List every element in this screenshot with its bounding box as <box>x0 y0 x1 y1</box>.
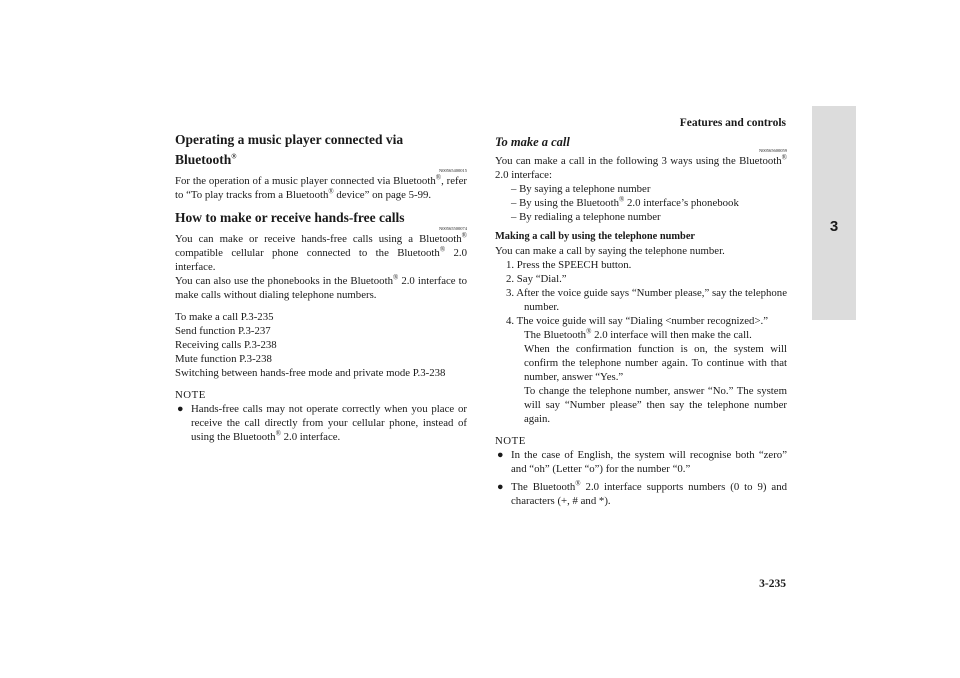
make-call-intro: You can make a call in the following 3 ways using the Bluetooth® 2.0 interface: <box>495 153 787 181</box>
section-heading-make-call: To make a call <box>495 135 570 149</box>
step-continuation: When the confirmation function is on, the system will confirm the telephone number again. To continue with that number, answer “Yes.” <box>524 343 787 383</box>
music-player-paragraph: For the operation of a music player connected via Bluetooth®, refer to “To play tracks from a Bluetooth® device” on page 5-99. <box>175 173 467 201</box>
section-heading-handsfree: How to make or receive hands-free calls <box>175 210 405 225</box>
cross-reference-link[interactable]: Send function P.3-237 <box>175 325 271 337</box>
step-continuation: The Bluetooth® 2.0 interface will then make the call. <box>524 327 752 341</box>
section-heading-music-player: Operating a music player connected via Bluetooth® <box>175 132 404 167</box>
running-header: Features and controls <box>679 117 786 129</box>
note-label: NOTE <box>175 389 206 401</box>
right-column <box>495 130 787 508</box>
left-column <box>175 130 467 444</box>
cross-reference-link[interactable]: Receiving calls P.3-238 <box>175 339 277 351</box>
note-bullet: ● In the case of English, the system will recognise both “zero” and “oh” (Letter “o”) for the number “0.” <box>497 449 787 475</box>
step-item: 2. Say “Dial.” <box>506 273 567 285</box>
cross-reference-link[interactable]: Mute function P.3-238 <box>175 353 272 365</box>
note-label: NOTE <box>495 435 526 447</box>
bullet-icon: ● <box>497 481 504 493</box>
method-item: – By saying a telephone number <box>511 183 651 195</box>
step-continuation: To change the telephone number, answer “No.” The system will say “Number please” then say the telephone number again. <box>524 385 787 425</box>
cross-reference-link[interactable]: To make a call P.3-235 <box>175 311 274 323</box>
handsfree-paragraph-2: You can also use the phonebooks in the Bluetooth® 2.0 interface to make calls without dialing telephone numbers. <box>175 273 468 301</box>
subheading: Making a call by using the telephone number <box>495 231 696 242</box>
step-item: 1. Press the SPEECH button. <box>506 259 632 271</box>
note-bullet: ● The Bluetooth® 2.0 interface supports numbers (0 to 9) and characters (+, # and *). <box>497 479 787 507</box>
subsection-intro: You can make a call by saying the telephone number. <box>495 245 725 257</box>
step-item: 3. After the voice guide says “Number please,” say the telephone number. <box>506 287 787 313</box>
note-bullet: ● Hands-free calls may not operate correctly when you place or receive the call directly from your cellular phone, instead of using the Bluetooth® 2.0 interface. <box>177 403 467 443</box>
bullet-icon: ● <box>497 449 504 461</box>
section-code: N00565600059 <box>759 148 787 153</box>
handsfree-paragraph-1: You can make or receive hands-free calls using a Bluetooth® compatible cellular phone connected to the Bluetooth® 2.0 interface. <box>175 231 467 273</box>
chapter-number: 3 <box>829 218 839 235</box>
bullet-icon: ● <box>177 403 184 415</box>
method-item: – By redialing a telephone number <box>511 211 661 223</box>
section-code: N00565400015 <box>439 168 467 173</box>
method-item: – By using the Bluetooth® 2.0 interface’s phonebook <box>511 195 739 209</box>
section-code: N00565500074 <box>439 226 467 231</box>
cross-reference-link[interactable]: Switching between hands-free mode and private mode P.3-238 <box>175 367 446 379</box>
page-number: 3-235 <box>759 578 786 590</box>
cross-reference-list <box>175 310 467 380</box>
step-item: 4. The voice guide will say “Dialing <number recognized>.” <box>506 315 769 327</box>
chapter-tab <box>812 106 856 320</box>
